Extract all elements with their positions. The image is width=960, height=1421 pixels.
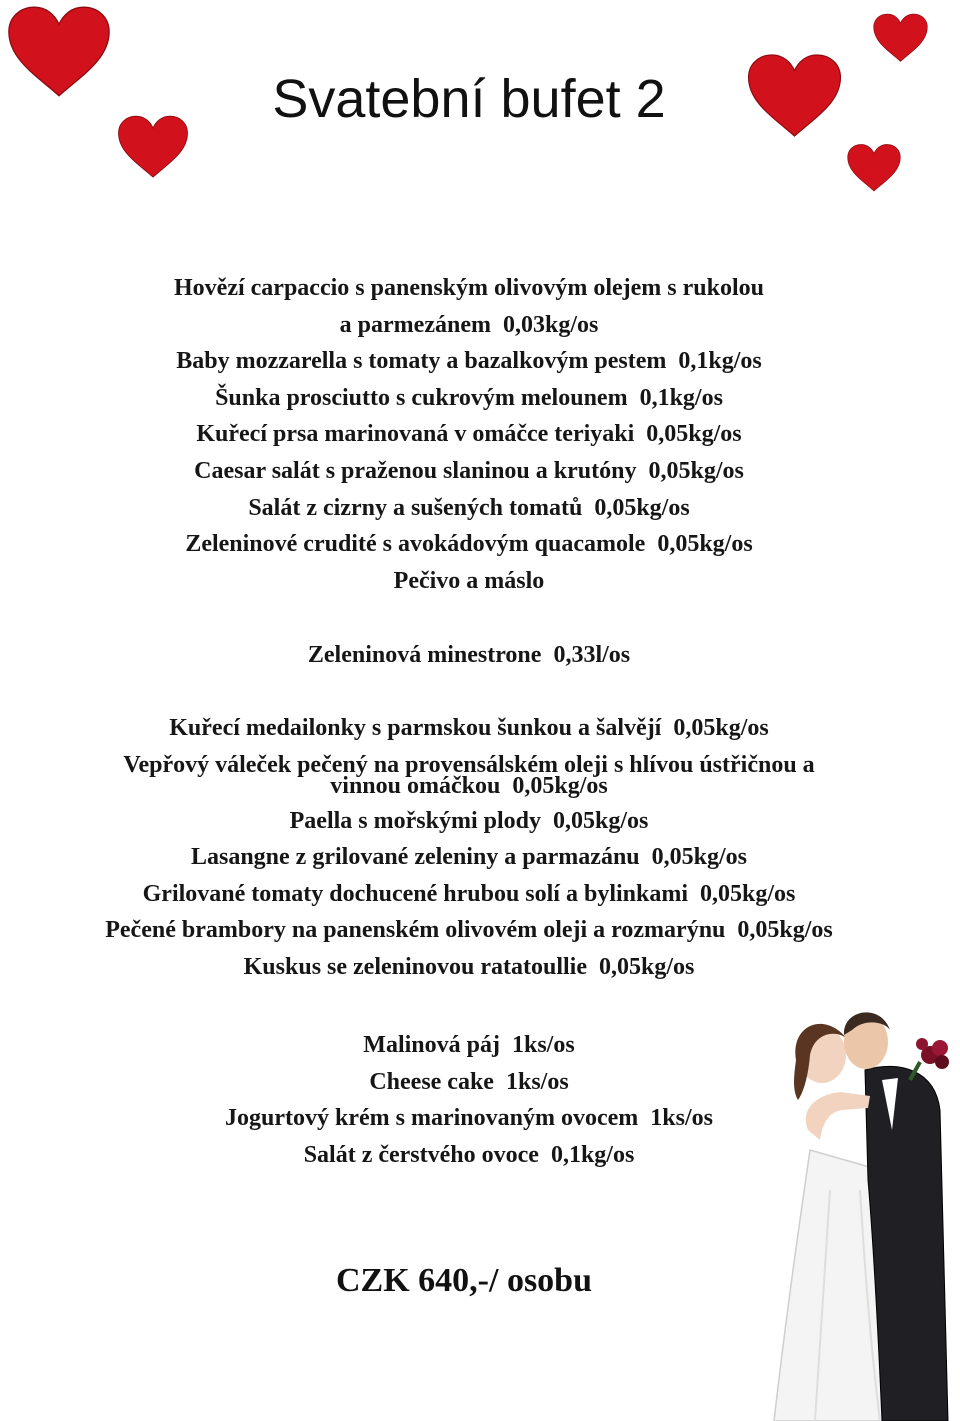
price-per-person: CZK 640,-/ osobu bbox=[336, 1262, 592, 1299]
menu-item: a parmezánem 0,03kg/os bbox=[339, 311, 599, 338]
menu-item: Malinová páj 1ks/os bbox=[363, 1032, 575, 1058]
menu-item: Kuřecí medailonky s parmskou šunkou a šalvějí 0,05kg/os bbox=[169, 715, 769, 741]
menu-item: Cheese cake 1ks/os bbox=[369, 1068, 569, 1095]
menu-item: Hovězí carpaccio s panenským olivovým olejem s rukolou bbox=[174, 275, 764, 301]
menu-item: Zeleninové crudité s avokádovým quacamole 0,05kg/os bbox=[185, 531, 753, 558]
cold-buffet-section bbox=[0, 270, 938, 599]
soup-section bbox=[0, 637, 938, 674]
menu-item: Kuřecí prsa marinovaná v omáčce teriyaki 0,05kg/os bbox=[196, 421, 742, 448]
menu-item: Salát z cizrny a sušených tomatů 0,05kg/os bbox=[248, 494, 690, 521]
menu-item: Salát z čerstvého ovoce 0,1kg/os bbox=[303, 1141, 635, 1168]
heart-icon bbox=[846, 142, 902, 194]
menu-item: Vepřový váleček pečený na provensálském oleji s hlívou ústřičnou a vinnou omáčkou 0,05kg/os bbox=[123, 751, 815, 799]
menu-item: Zeleninová minestrone 0,33l/os bbox=[307, 642, 631, 668]
menu-item: Pečivo a máslo bbox=[393, 567, 545, 594]
warm-buffet-section bbox=[0, 710, 938, 986]
menu-item: Paella s mořskými plody 0,05kg/os bbox=[289, 807, 649, 834]
menu-item: Grilované tomaty dochucené hrubou solí a bylinkami 0,05kg/os bbox=[142, 880, 796, 907]
menu-item: Šunka prosciutto s cukrovým melounem 0,1kg/os bbox=[215, 384, 723, 411]
menu-item: Baby mozzarella s tomaty a bazalkovým pestem 0,1kg/os bbox=[176, 348, 762, 375]
menu-item: Jogurtový krém s marinovaným ovocem 1ks/os bbox=[225, 1105, 713, 1132]
menu-item: Lasangne z grilované zeleniny a parmazánu 0,05kg/os bbox=[190, 844, 748, 871]
heart-icon bbox=[872, 12, 929, 64]
couple-figurine bbox=[770, 1000, 960, 1421]
menu-item: Kuskus se zeleninovou ratatoullie 0,05kg/os bbox=[243, 953, 695, 980]
menu-item: Caesar salát s praženou slaninou a krutóny 0,05kg/os bbox=[194, 457, 744, 484]
page-title: Svatební bufet 2 bbox=[272, 69, 666, 129]
menu-item: Pečené brambory na panenském olivovém oleji a rozmarýnu 0,05kg/os bbox=[105, 917, 833, 944]
